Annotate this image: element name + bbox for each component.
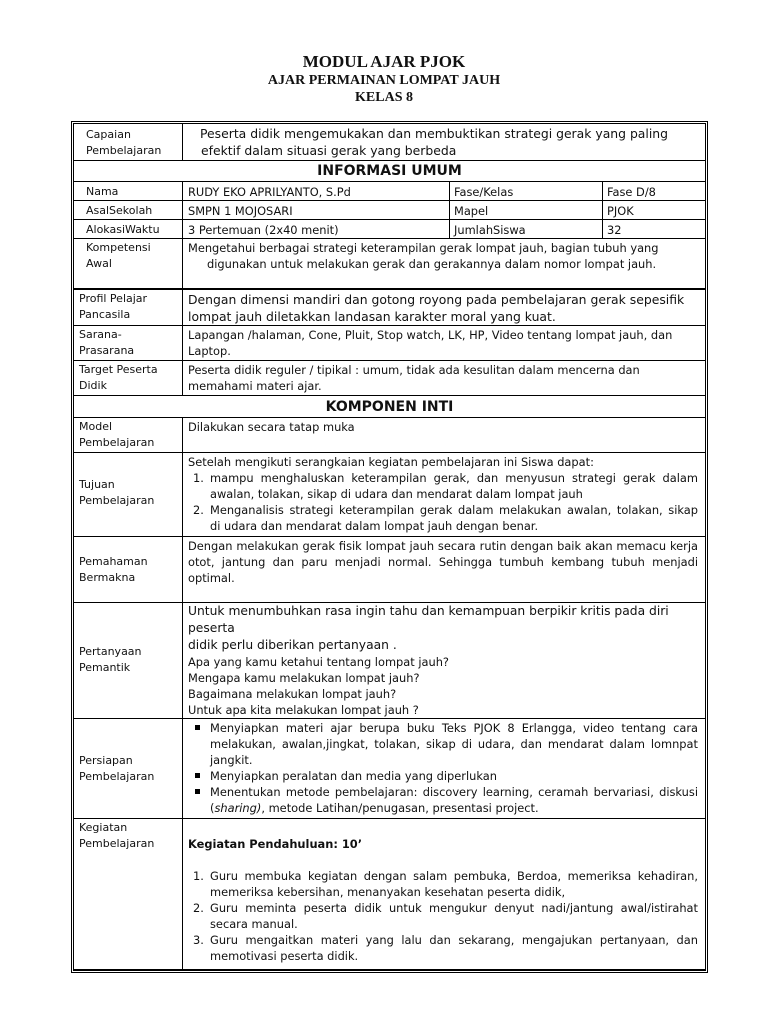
label-line: Pembelajaran xyxy=(79,770,155,783)
row-kegiatan-pembelajaran xyxy=(74,819,705,970)
column-divider xyxy=(182,819,183,970)
column-divider xyxy=(182,124,183,161)
mapel-label: Mapel xyxy=(454,204,489,218)
list-item xyxy=(188,900,698,932)
column-divider xyxy=(449,182,450,201)
question-item: Mengapa kamu melakukan lompat jauh? xyxy=(188,671,420,685)
list-item xyxy=(188,868,698,900)
label-line: Pertanyaan xyxy=(79,645,142,658)
text-line: Guru mengaitkan materi yang lalu dan sekarang, mengajukan pertanyaan, dan xyxy=(210,933,698,947)
text-line: Guru meminta peserta didik untuk mengukur denyut nadi/jantung awal/istirahat xyxy=(210,901,698,915)
row-alokasi-waktu xyxy=(74,220,705,239)
persiapan-content xyxy=(188,720,698,816)
persiapan-label xyxy=(79,753,154,785)
list-item xyxy=(188,720,698,768)
label-line: Prasarana xyxy=(79,344,135,357)
column-divider xyxy=(182,603,183,719)
profil-label xyxy=(79,291,147,323)
row-persiapan-pembelajaran xyxy=(74,719,705,819)
text-line: memeriksa kebersihan, menanyakan kesehatan peserta didik, xyxy=(210,885,566,899)
column-divider xyxy=(182,453,183,537)
target-label xyxy=(79,362,158,394)
waktu-label: AlokasiWaktu xyxy=(86,223,160,236)
label-line: Pemahaman xyxy=(79,555,148,568)
nama-label: Nama xyxy=(86,185,119,198)
text-line: otot, jantung dan paru menjadi normal. Sehingga tumbuh kembang tubuh menjadi xyxy=(188,555,698,569)
text-line: lompat jauh diletakkan landasan karakter moral yang kuat. xyxy=(188,309,556,324)
list-number: 1. xyxy=(193,869,204,883)
section-komponen-inti xyxy=(74,396,705,418)
text-line: melakukan, awalan,jingkat, tolakan, sikap di udara, dan mendarat dalam lomnpat xyxy=(210,737,698,751)
text-line: efektif dalam situasi gerak yang berbeda xyxy=(201,143,457,158)
label-line: Pemantik xyxy=(79,661,131,674)
text-line: secara manual. xyxy=(210,917,298,931)
label-line: Model xyxy=(79,420,113,433)
label-line: Kompetensi xyxy=(86,241,151,254)
section-informasi-umum xyxy=(74,161,705,182)
column-divider xyxy=(182,201,183,220)
text-line: awalan, tolakan, sikap di udara dan mendarat dalam lompat jauh xyxy=(210,487,583,501)
tujuan-intro: Setelah mengikuti serangkaian kegiatan pembelajaran ini Siswa dapat: xyxy=(188,455,594,469)
text-line: Menyiapkan peralatan dan media yang diperlukan xyxy=(210,769,497,783)
fase-kelas-value: Fase D/8 xyxy=(607,185,656,199)
text-line: di udara dan mendarat dalam lompat jauh dengan benar. xyxy=(210,519,539,533)
text-line: Peserta didik mengemukakan dan membuktikan strategi gerak yang paling xyxy=(200,126,669,141)
capaian-label xyxy=(86,127,161,159)
text-line: Lapangan /halaman, Cone, Pluit, Stop watch, LK, HP, Video tentang lompat jauh, dan xyxy=(188,328,673,342)
row-sarana-prasarana xyxy=(74,326,705,361)
sarana-label xyxy=(79,327,134,359)
label-line: Pembelajaran xyxy=(86,144,162,157)
capaian-text xyxy=(200,125,668,159)
label-line: Pembelajaran xyxy=(79,837,155,850)
label-line: Target Peserta xyxy=(79,363,158,376)
label-line: Sarana- xyxy=(79,328,122,341)
column-divider xyxy=(602,201,603,220)
bullet-icon xyxy=(195,725,200,730)
text-line: memahami materi ajar. xyxy=(188,379,322,393)
question-item: Untuk apa kita melakukan lompat jauh ? xyxy=(188,703,419,717)
target-text xyxy=(188,362,640,394)
column-divider xyxy=(449,201,450,220)
kegiatan-heading: Kegiatan Pendahuluan: 10’ xyxy=(188,837,363,851)
text-fragment-italic: sharing) xyxy=(214,801,262,815)
jumlah-value: 32 xyxy=(607,223,622,237)
pemahaman-label xyxy=(79,554,148,586)
label-line: Pembelajaran xyxy=(79,494,155,507)
column-divider xyxy=(182,239,183,289)
list-number: 2. xyxy=(193,901,204,915)
text-line xyxy=(210,800,698,816)
text-line: Laptop. xyxy=(188,344,231,358)
kompetensi-label xyxy=(86,240,151,272)
text-line: digunakan untuk melakukan gerak dan gerakannya dalam nomor lompat jauh. xyxy=(207,257,657,271)
profil-text xyxy=(188,291,698,325)
pertanyaan-label xyxy=(79,644,142,676)
row-asal-sekolah xyxy=(74,201,705,220)
kompetensi-text xyxy=(188,240,659,272)
list-item xyxy=(188,784,698,816)
column-divider xyxy=(182,361,183,396)
text-line: Menganalisis strategi keterampilan gerak dalam melakukan awalan, tolakan, sikap xyxy=(210,503,698,517)
column-divider xyxy=(182,326,183,361)
text-line: Untuk menumbuhkan rasa ingin tahu dan kemampuan berpikir kritis pada diri peserta xyxy=(188,604,669,635)
pertanyaan-content xyxy=(188,603,700,718)
mapel-value: PJOK xyxy=(607,204,634,218)
label-line: Kegiatan xyxy=(79,821,128,834)
label-line: Profil Pelajar xyxy=(79,292,148,305)
list-item xyxy=(188,768,698,784)
sekolah-label: AsalSekolah xyxy=(86,204,153,217)
text-line: optimal. xyxy=(188,571,235,585)
row-capaian xyxy=(74,124,705,161)
question-item: Bagaimana melakukan lompat jauh? xyxy=(188,687,397,701)
bullet-icon xyxy=(195,789,200,794)
text-line: Menyiapkan materi ajar berupa buku Teks PJOK 8 Erlangga, video tentang cara xyxy=(210,721,698,735)
list-item xyxy=(188,502,698,534)
model-value: Dilakukan secara tatap muka xyxy=(188,420,355,434)
sarana-text xyxy=(188,327,672,359)
text-line: Mengetahui berbagai strategi keterampilan gerak lompat jauh, bagian tubuh yang xyxy=(188,241,659,255)
column-divider xyxy=(602,182,603,201)
list-number: 1. xyxy=(193,471,204,485)
row-tujuan-pembelajaran xyxy=(74,453,705,537)
text-line: Dengan melakukan gerak fisik lompat jauh secara rutin dengan baik akan memacu kerja xyxy=(188,539,698,553)
section-heading: KOMPONEN INTI xyxy=(325,399,454,415)
column-divider xyxy=(182,290,183,326)
bullet-icon xyxy=(195,773,200,778)
column-divider xyxy=(182,418,183,453)
text-line: Peserta didik reguler / tipikal : umum, tidak ada kesulitan dalam mencerna dan xyxy=(188,363,640,377)
grade-label: KELAS 8 xyxy=(355,90,413,105)
list-item xyxy=(188,470,698,502)
label-line: Pembelajaran xyxy=(79,436,155,449)
fase-kelas-label: Fase/Kelas xyxy=(454,185,514,199)
label-line: Awal xyxy=(86,257,112,270)
text-line: Menentukan metode pembelajaran: discovery learning, ceramah bervariasi, diskusi xyxy=(210,785,698,799)
text-line: didik perlu diberikan pertanyaan . xyxy=(188,638,397,652)
text-line: jangkit. xyxy=(210,753,253,767)
pemahaman-text xyxy=(188,538,698,586)
model-label xyxy=(79,419,154,451)
text-line: mampu menghaluskan keterampilan gerak, dan menyusun strategi gerak dalam xyxy=(210,471,698,485)
kegiatan-content xyxy=(188,836,698,964)
row-pertanyaan-pemantik xyxy=(74,603,705,719)
column-divider xyxy=(182,537,183,603)
page-subtitle: AJAR PERMAINAN LOMPAT JAUH xyxy=(267,73,501,88)
list-number: 2. xyxy=(193,503,204,517)
page-title: MODUL AJAR PJOK xyxy=(302,52,466,71)
text-line: Dengan dimensi mandiri dan gotong royong pada pembelajaran gerak sepesifik xyxy=(188,292,685,307)
column-divider xyxy=(602,220,603,239)
row-nama xyxy=(74,182,705,201)
label-line: Didik xyxy=(79,379,107,392)
label-line: Pancasila xyxy=(79,308,131,321)
row-pemahaman-bermakna xyxy=(74,537,705,603)
label-line: Persiapan xyxy=(79,754,133,767)
text-line: Guru membuka kegiatan dengan salam pembuka, Berdoa, memeriksa kehadiran, xyxy=(210,869,698,883)
text-fragment: ( xyxy=(210,801,215,815)
label-line: Bermakna xyxy=(79,571,136,584)
question-item: Apa yang kamu ketahui tentang lompat jauh? xyxy=(188,655,449,669)
document-header xyxy=(0,52,768,106)
row-kompetensi-awal xyxy=(74,239,705,289)
waktu-value: 3 Pertemuan (2x40 menit) xyxy=(188,223,339,237)
list-item xyxy=(188,932,698,964)
tujuan-label xyxy=(79,477,154,509)
section-heading: INFORMASI UMUM xyxy=(317,163,462,179)
column-divider xyxy=(182,719,183,819)
label-line: Capaian xyxy=(86,128,131,141)
list-number: 3. xyxy=(193,933,204,947)
row-model-pembelajaran xyxy=(74,418,705,453)
column-divider xyxy=(182,220,183,239)
column-divider xyxy=(449,220,450,239)
text-line: memotivasi peserta didik. xyxy=(210,949,359,963)
text-fragment: , metode Latihan/penugasan, presentasi project. xyxy=(261,801,539,815)
sekolah-value: SMPN 1 MOJOSARI xyxy=(188,204,293,218)
column-divider xyxy=(182,182,183,201)
tujuan-content xyxy=(188,454,698,534)
row-target-peserta xyxy=(74,361,705,396)
kegiatan-label xyxy=(79,820,154,852)
label-line: Tujuan xyxy=(79,478,115,491)
jumlah-label: JumlahSiswa xyxy=(454,223,526,237)
row-profil-pelajar xyxy=(74,289,705,326)
nama-value: RUDY EKO APRILYANTO, S.Pd xyxy=(188,185,351,199)
